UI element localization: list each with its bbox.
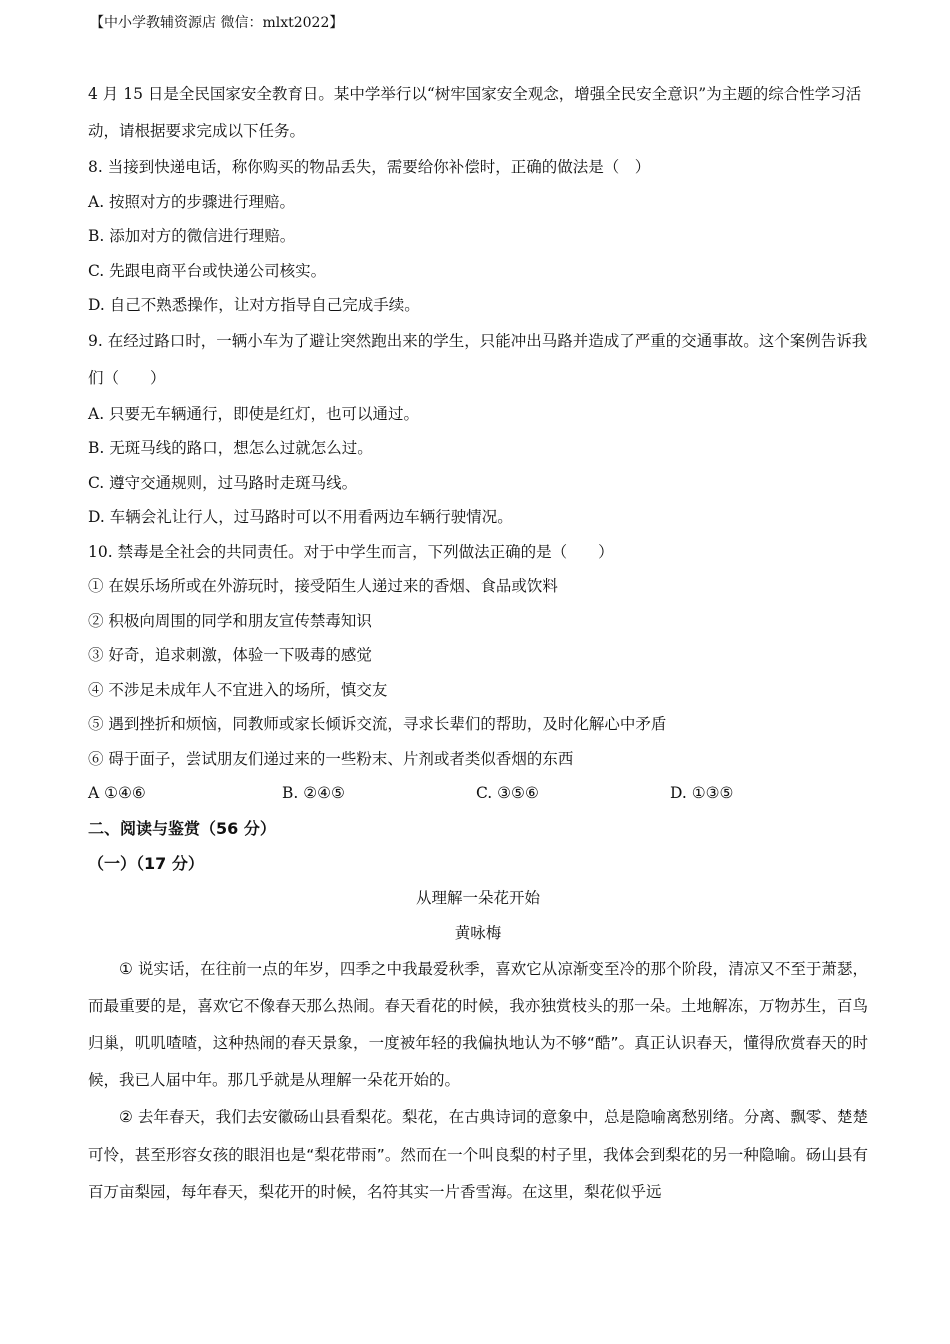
question-10-option-c: C. ③⑤⑥ <box>476 784 539 802</box>
question-10-stem: 10. 禁毒是全社会的共同责任。对于中学生而言，下列做法正确的是（ ） <box>88 542 614 561</box>
question-10-item-4: ④ 不涉足未成年人不宜进入的场所，慎交友 <box>88 680 388 699</box>
document-body <box>88 76 868 1211</box>
question-8-option-d: D. 自己不熟悉操作，让对方指导自己完成手续。 <box>88 296 420 314</box>
question-9-stem: 9. 在经过路口时，一辆小车为了避让突然跑出来的学生，只能冲出马路并造成了严重的交通事故。这个案例告诉我们（ ） <box>88 331 868 387</box>
question-10-item-6: ⑥ 碍于面子，尝试朋友们递过来的一些粉末、片剂或者类似香烟的东西 <box>88 749 574 768</box>
question-8-option-c: C. 先跟电商平台或快递公司核实。 <box>88 261 327 280</box>
question-9-option-a: A. 只要无车辆通行，即使是红灯，也可以通过。 <box>88 404 420 423</box>
question-10-item-2: ② 积极向周围的同学和朋友宣传禁毒知识 <box>88 611 372 630</box>
question-10-item-1: ① 在娱乐场所或在外游玩时，接受陌生人递过来的香烟、食品或饮料 <box>88 577 558 595</box>
article-paragraph-1: ① 说实话，在往前一点的年岁，四季之中我最爱秋季，喜欢它从凉渐变至冷的那个阶段，清凉又不至于萧瑟，而最重要的是，喜欢它不像春天那么热闹。春天看花的时候，我亦独赏枝头的那一朵。土地解冻，万物苏生，百鸟归巢，叽叽喳喳，这种热闹的春天景象，一度被年轻的我偏执地认为不够“酷”。真正认识春天，懂得欣赏春天的时候，我已人届中年。那几乎就是从理解一朵花开始的。 <box>88 959 868 1090</box>
question-10-options <box>88 776 868 811</box>
question-10-option-d: D. ①③⑤ <box>670 784 734 802</box>
question-9-option-b: B. 无斑马线的路口，想怎么过就怎么过。 <box>88 439 373 457</box>
article-paragraph-2: ② 去年春天，我们去安徽砀山县看梨花。梨花，在古典诗词的意象中，总是隐喻离愁别绪。分离、飘零、楚楚可怜，甚至形容女孩的眼泪也是“梨花带雨”。然而在一个叫良梨的村子里，我体会到梨花的另一种隐喻。砀山县有百万亩梨园，每年春天，梨花开的时候，名符其实一片香雪海。在这里，梨花似乎远 <box>88 1108 868 1201</box>
question-10-item-3: ③ 好奇，追求刺激，体验一下吸毒的感觉 <box>88 646 372 664</box>
section-heading: 二、阅读与鉴赏（56 分） <box>88 818 276 838</box>
intro-paragraph: 4 月 15 日是全民国家安全教育日。某中学举行以“树牢国家安全观念，增强全民安全意识”为主题的综合性学习活动，请根据要求完成以下任务。 <box>88 85 862 140</box>
question-8-option-b: B. 添加对方的微信进行理赔。 <box>88 227 296 245</box>
question-9-option-c: C. 遵守交通规则，过马路时走斑马线。 <box>88 473 358 492</box>
question-10-option-a: A ①④⑥ <box>88 784 146 802</box>
question-8-stem: 8. 当接到快递电话，称你购买的物品丢失，需要给你补偿时，正确的做法是（ ） <box>88 158 651 176</box>
page-header: 【中小学教辅资源店 微信：mlxt2022】 <box>90 15 344 31</box>
article-author: 黄咏梅 <box>454 923 502 942</box>
question-10-option-b: B. ②④⑤ <box>282 784 345 802</box>
article-title: 从理解一朵花开始 <box>415 888 540 907</box>
part-heading: （一）（17 分） <box>88 853 204 873</box>
question-10-item-5: ⑤ 遇到挫折和烦恼，同教师或家长倾诉交流，寻求长辈们的帮助，及时化解心中矛盾 <box>88 715 667 733</box>
question-8-option-a: A. 按照对方的步骤进行理赔。 <box>88 192 296 211</box>
question-9-option-d: D. 车辆会礼让行人，过马路时可以不用看两边车辆行驶情况。 <box>88 508 513 526</box>
